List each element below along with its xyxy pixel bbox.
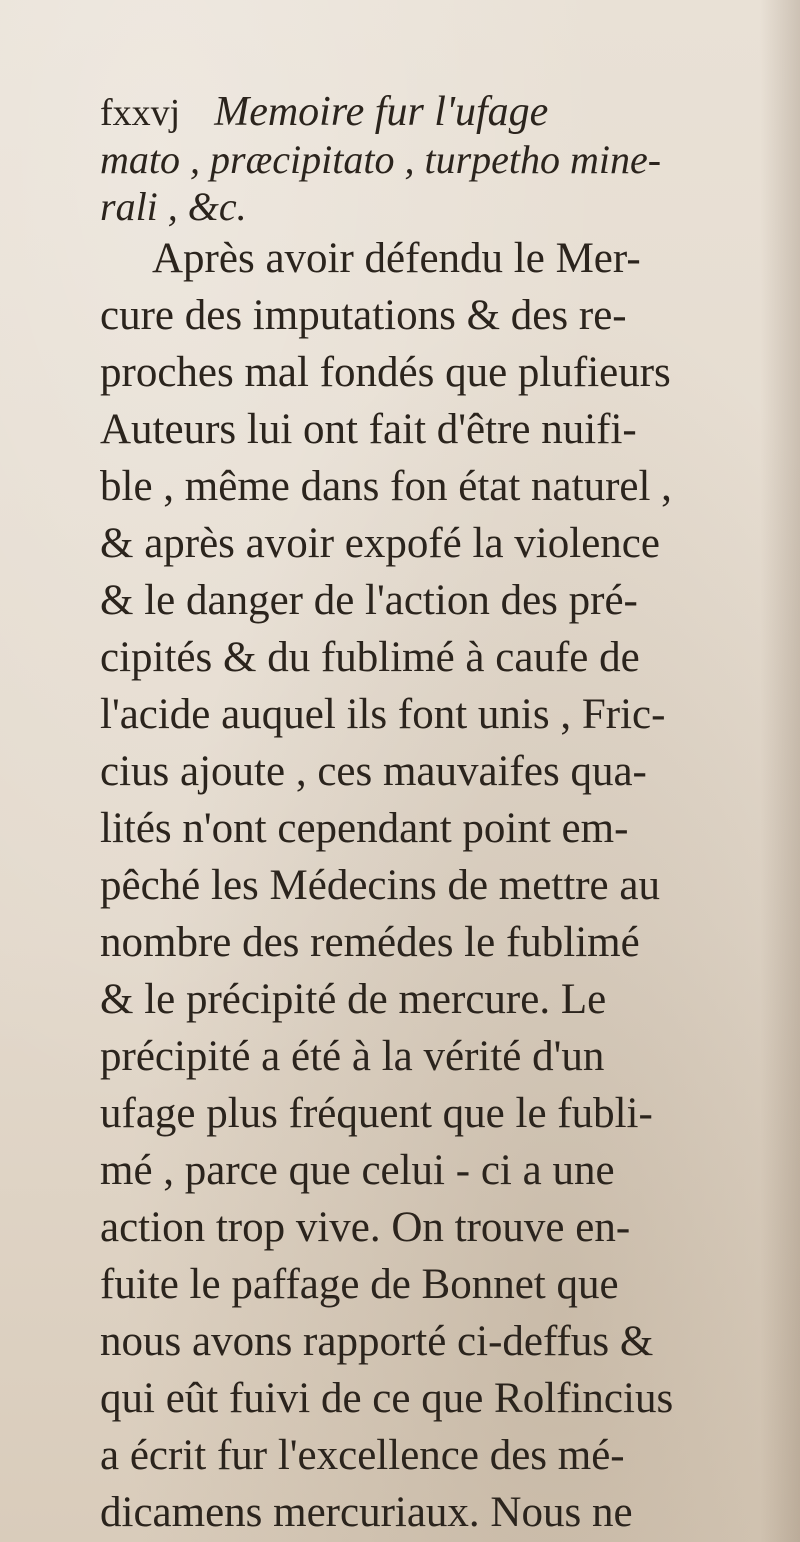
text-line: ble , même dans fon état naturel , — [100, 463, 672, 510]
text-line: & après avoir expofé la violence — [100, 520, 660, 567]
text-line: action trop vive. On trouve en- — [100, 1204, 631, 1251]
page-text — [100, 88, 790, 1541]
running-header — [100, 88, 790, 136]
text-line: nous avons rapporté ci-deffus & — [100, 1318, 654, 1365]
text-line: précipité a été à la vérité d'un — [100, 1033, 605, 1080]
text-line: Auteurs lui ont fait d'être nuifi- — [100, 406, 637, 453]
text-line: & le danger de l'action des pré- — [100, 577, 638, 624]
running-title: Memoire fur l'ufage — [214, 89, 549, 135]
text-line: l'acide auquel ils font unis , Fric- — [100, 691, 666, 738]
text-line: proches mal fondés que plufieurs — [100, 349, 671, 396]
text-line: qui eût fuivi de ce que Rolfincius — [100, 1375, 674, 1422]
paragraph-first-line: Après avoir défendu le Mer- — [152, 235, 641, 282]
text-line: nombre des remédes le fublimé — [100, 919, 640, 966]
text-line: a écrit fur l'excellence des mé- — [100, 1432, 625, 1479]
signature-mark: fxxvj — [100, 92, 181, 134]
text-line: cipités & du fublimé à caufe de — [100, 634, 640, 681]
text-line: & le précipité de mercure. Le — [100, 976, 607, 1023]
text-line: mé , parce que celui - ci a une — [100, 1147, 615, 1194]
text-line: dicamens mercuriaux. Nous ne — [100, 1489, 633, 1536]
text-line: rali , &c. — [100, 184, 247, 229]
text-line: cius ajoute , ces mauvaifes qua- — [100, 748, 647, 795]
text-line: fuite le paffage de Bonnet que — [100, 1261, 619, 1308]
text-line: pêché les Médecins de mettre au — [100, 862, 660, 909]
text-line: ufage plus fréquent que le fubli- — [100, 1090, 653, 1137]
text-line: cure des imputations & des re- — [100, 292, 627, 339]
text-line: mato , præcipitato , turpetho mine- — [100, 137, 662, 182]
text-line: lités n'ont cependant point em- — [100, 805, 629, 852]
